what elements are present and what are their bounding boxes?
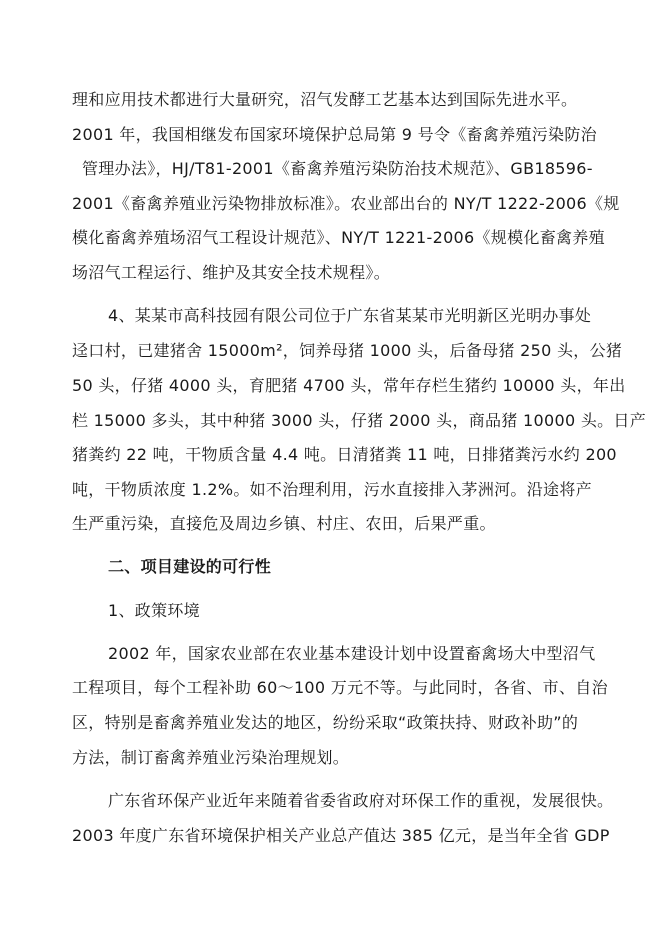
paragraph-first-line: 2002 年，国家农业部在农业基本建设计划中设置畜禽场大中型沼气 bbox=[108, 644, 596, 663]
text-line: 2003 年度广东省环境保护相关产业总产值达 385 亿元，是当年全省 GDP bbox=[72, 826, 610, 845]
text-line: 吨，干物质浓度 1.2%。如不治理利用，污水直接排入茅洲河。沿途将产 bbox=[72, 480, 592, 499]
paragraph-first-line: 广东省环保产业近年来随着省委省政府对环保工作的重视，发展很快。 bbox=[108, 791, 614, 810]
text-line: 2001《畜禽养殖业污染物排放标准》。农业部出台的 NY/T 1222-2006《规 bbox=[72, 194, 620, 213]
text-line: 迳口村，已建猪舍 15000m²，饲养母猪 1000 头，后备母猪 250 头，公猪 bbox=[72, 341, 623, 360]
text-line: 方法，制订畜禽养殖业污染治理规划。 bbox=[72, 748, 350, 767]
text-line: 2001 年，我国相继发布国家环境保护总局第 9 号令《畜禽养殖污染防治 bbox=[72, 125, 597, 144]
text-line: 工程项目，每个工程补助 60～100 万元不等。与此同时，各省、市、自治 bbox=[72, 678, 608, 697]
text-line: 50 头，仔猪 4000 头，育肥猪 4700 头，常年存栏生猪约 10000 头，年出 bbox=[72, 376, 626, 395]
text-line: 生严重污染，直接危及周边乡镇、村庄、农田，后果严重。 bbox=[72, 514, 496, 533]
paragraph-first-line: 4、某某市高科技园有限公司位于广东省某某市光明新区光明办事处 bbox=[108, 306, 592, 325]
text-line: 猪粪约 22 吨，干物质含量 4.4 吨。日清猪粪 11 吨，日排猪粪污水约 200 bbox=[72, 445, 617, 464]
text-line: 模化畜禽养殖场沼气工程设计规范》、NY/T 1221-2006《规模化畜禽养殖 bbox=[72, 228, 605, 247]
text-line: 场沼气工程运行、维护及其安全技术规程》。 bbox=[72, 263, 391, 282]
text-line: 区，特别是畜禽养殖业发达的地区，纷纷采取“政策扶持、财政补助”的 bbox=[72, 713, 579, 732]
section-heading: 二、项目建设的可行性 bbox=[108, 557, 272, 576]
text-line: 管理办法》，HJ/T81-2001《畜禽养殖污染防治技术规范》、GB18596- bbox=[82, 159, 593, 178]
text-line: 理和应用技术都进行大量研究，沼气发酵工艺基本达到国际先进水平。 bbox=[72, 90, 578, 109]
text-line: 栏 15000 多头，其中种猪 3000 头，仔猪 2000 头，商品猪 10000 头。日产 bbox=[72, 411, 647, 430]
subsection-heading: 1、政策环境 bbox=[108, 601, 200, 620]
